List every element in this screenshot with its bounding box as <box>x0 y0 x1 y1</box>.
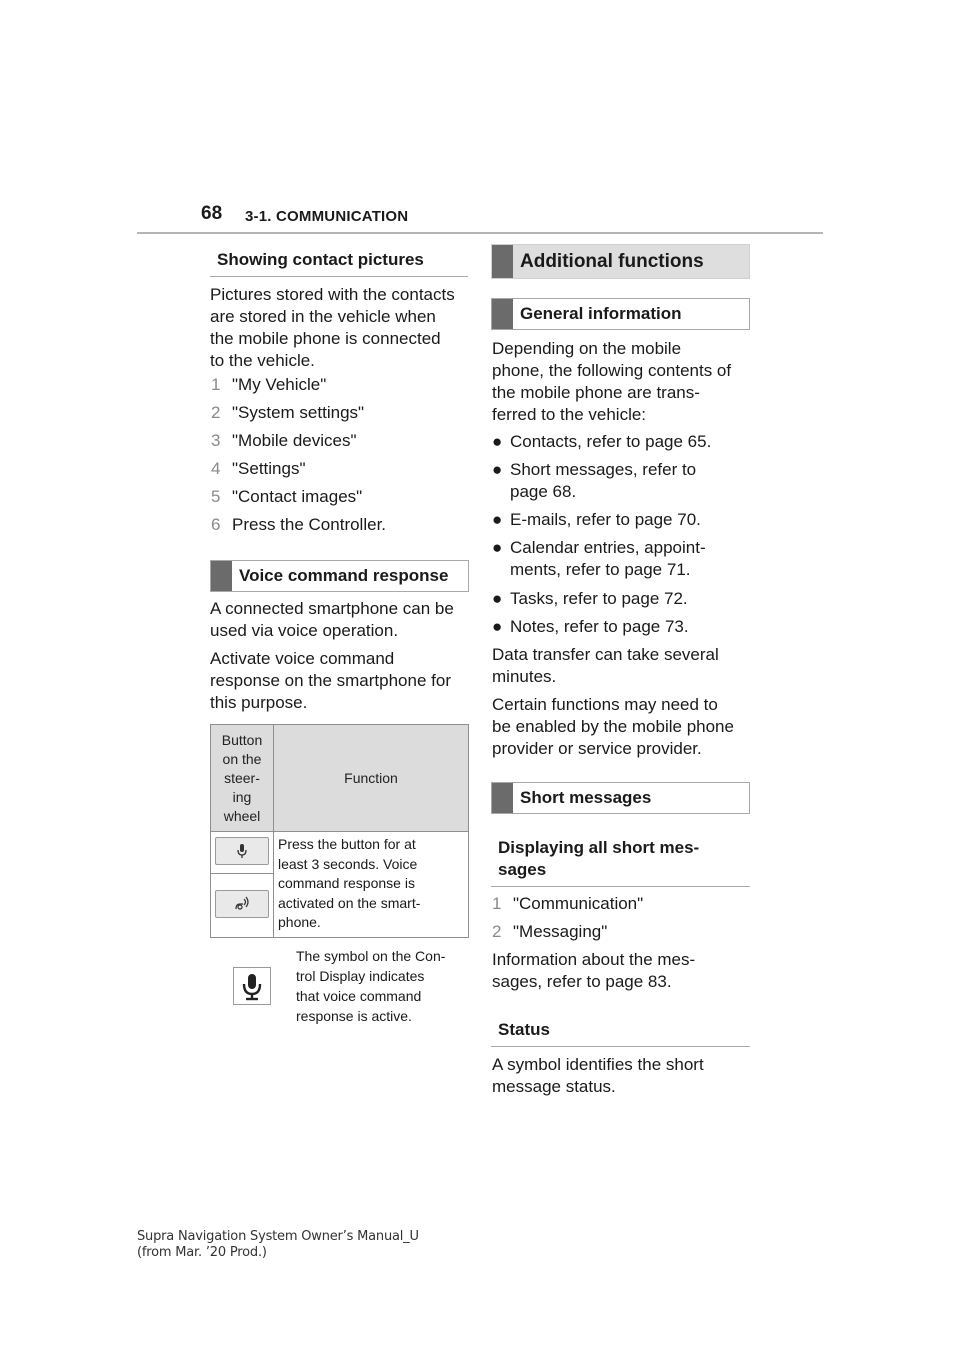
step-mobile-devices: 3 "Mobile devices" <box>211 431 357 450</box>
step-communication: 1 "Communication" <box>492 894 644 913</box>
heading-displaying-all-short-messages: Displaying all short mes- sages <box>498 838 700 879</box>
step-system-settings: 2 "System settings" <box>211 403 365 422</box>
general-intro: Depending on the mobile phone, the following contents of the mobile phone are trans- ferred to the vehicle: <box>492 339 732 424</box>
table-header-button: Button on the steer- ing wheel <box>211 725 274 832</box>
step-messaging: 2 "Messaging" <box>492 922 608 941</box>
table-function-text: Press the button for at least 3 seconds. Voice command response is activated on the smart- phone. <box>274 832 469 938</box>
voice-talk-icon <box>215 890 269 918</box>
voice-para-2: Activate voice command response on the smartphone for this purpose. <box>210 649 451 712</box>
table-cell-icon-1 <box>211 832 274 874</box>
contact-pictures-intro: Pictures stored with the contacts are stored in the vehicle when the mobile phone is connected to the vehicle. <box>210 285 455 370</box>
manual-footer: Supra Navigation System Owner’s Manual_U (from Mar. ’20 Prod.) <box>137 1229 419 1260</box>
heading-bar <box>492 783 513 813</box>
heading-general-information: General information <box>491 298 750 330</box>
heading-bar <box>492 245 513 278</box>
header-divider <box>137 232 823 234</box>
heading-status: Status <box>498 1020 550 1039</box>
voice-para-1: A connected smartphone can be used via voice operation. <box>210 599 454 640</box>
voice-button-table <box>210 724 469 938</box>
heading-additional-functions: Additional functions <box>491 244 750 279</box>
enable-functions-note: Certain functions may need to be enabled by the mobile phone provider or service provider. <box>492 695 734 758</box>
table-header-function: Function <box>274 725 469 832</box>
heading-divider <box>491 1046 750 1047</box>
heading-short-messages: Short messages <box>491 782 750 814</box>
step-my-vehicle: 1 "My Vehicle" <box>211 375 327 394</box>
table-cell-icon-2 <box>211 873 274 937</box>
heading-bar <box>492 299 513 329</box>
data-transfer-note: Data transfer can take several minutes. <box>492 645 719 686</box>
step-contact-images: 5 "Contact images" <box>211 487 363 506</box>
status-text: A symbol identifies the short message status. <box>492 1055 704 1096</box>
microphone-icon <box>215 837 269 865</box>
messages-info: Information about the mes- sages, refer to page 83. <box>492 950 696 991</box>
heading-divider <box>491 886 750 887</box>
heading-voice-command-response: Voice command response <box>210 560 469 592</box>
microphone-icon <box>233 967 271 1005</box>
page-number: 68 <box>201 203 223 224</box>
heading-showing-contact-pictures: Showing contact pictures <box>217 250 424 269</box>
heading-divider <box>210 276 468 277</box>
step-press-controller: 6 Press the Controller. <box>211 515 387 534</box>
section-title: 3-1. COMMUNICATION <box>245 208 409 225</box>
step-settings: 4 "Settings" <box>211 459 306 478</box>
heading-bar <box>211 561 232 591</box>
control-display-note: The symbol on the Con- trol Display indicates that voice command response is active. <box>296 948 446 1024</box>
